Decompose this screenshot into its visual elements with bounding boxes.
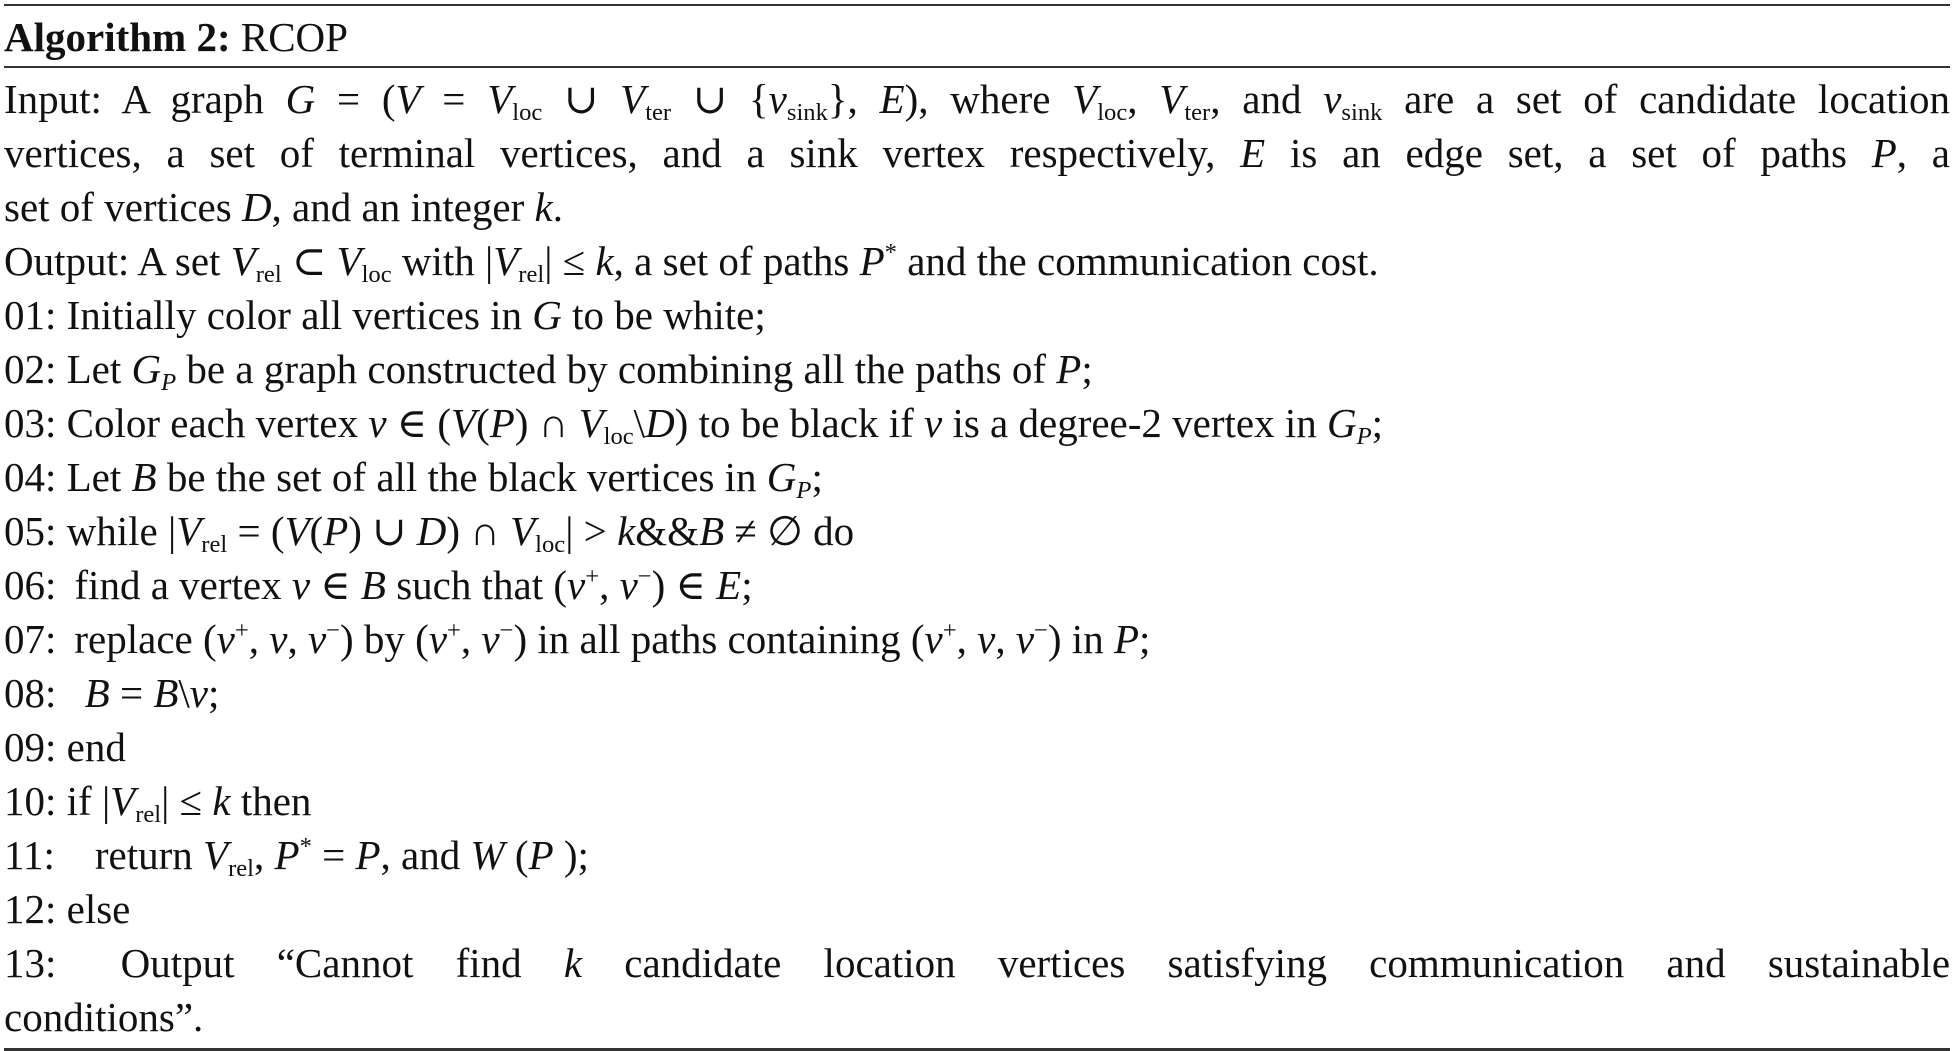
input-label: Input: xyxy=(4,76,102,122)
step-02: 02: Let GP be a graph constructed by combining all the paths of P; xyxy=(4,346,1093,397)
step-03: 03: Color each vertex v ∈ (V(P) ∩ Vloc\D) to be black if v is a degree-2 vertex in GP; xyxy=(4,400,1384,451)
algorithm-label: Algorithm 2: xyxy=(4,14,231,60)
output-line: Output: A set Vrel ⊂ Vloc with |Vrel| ≤ k, a set of paths P* and the communication cost. xyxy=(4,238,1379,289)
algorithm-title xyxy=(4,10,1950,64)
step-05: 05: while |Vrel = (V(P) ∪ D) ∩ Vloc| > k&&B ≠ ∅ do xyxy=(4,508,855,559)
step-06: 06: find a vertex v ∈ B such that (v+, v−) ∈ E; xyxy=(4,562,753,608)
step-11: 11: return Vrel, P* = P, and W (P ); xyxy=(4,832,589,883)
algorithm-box xyxy=(4,4,1950,1051)
step-08: 08: B = B\v; xyxy=(4,670,220,716)
step-10: 10: if |Vrel| ≤ k then xyxy=(4,778,312,829)
step-09: 09: end xyxy=(4,724,126,770)
algorithm-name: RCOP xyxy=(240,14,348,60)
step-01: 01: Initially color all vertices in G to be white; xyxy=(4,292,766,338)
input-paragraph: Input: A graph G = (V = Vloc ∪ Vter ∪ {vsink}, E), where Vloc, Vter, and vsink are a set of candidate location vertices, a set of terminal vertices, and a sink vertex respectively, E is an edge set, a set of paths P, a set of vertices D, and an integer k. xyxy=(4,76,1951,230)
top-rule xyxy=(4,4,1950,6)
title-rule xyxy=(4,66,1950,68)
step-04: 04: Let B be the set of all the black vertices in GP; xyxy=(4,454,823,505)
step-12: 12: else xyxy=(4,886,131,932)
output-label: Output: xyxy=(4,238,130,284)
step-07: 07: replace (v+, v, v−) by (v+, v−) in all paths containing (v+, v, v−) in P; xyxy=(4,616,1151,662)
step-13: 13: Output “Cannot find k candidate location vertices satisfying communication and sustainable conditions”. xyxy=(4,940,1951,1040)
